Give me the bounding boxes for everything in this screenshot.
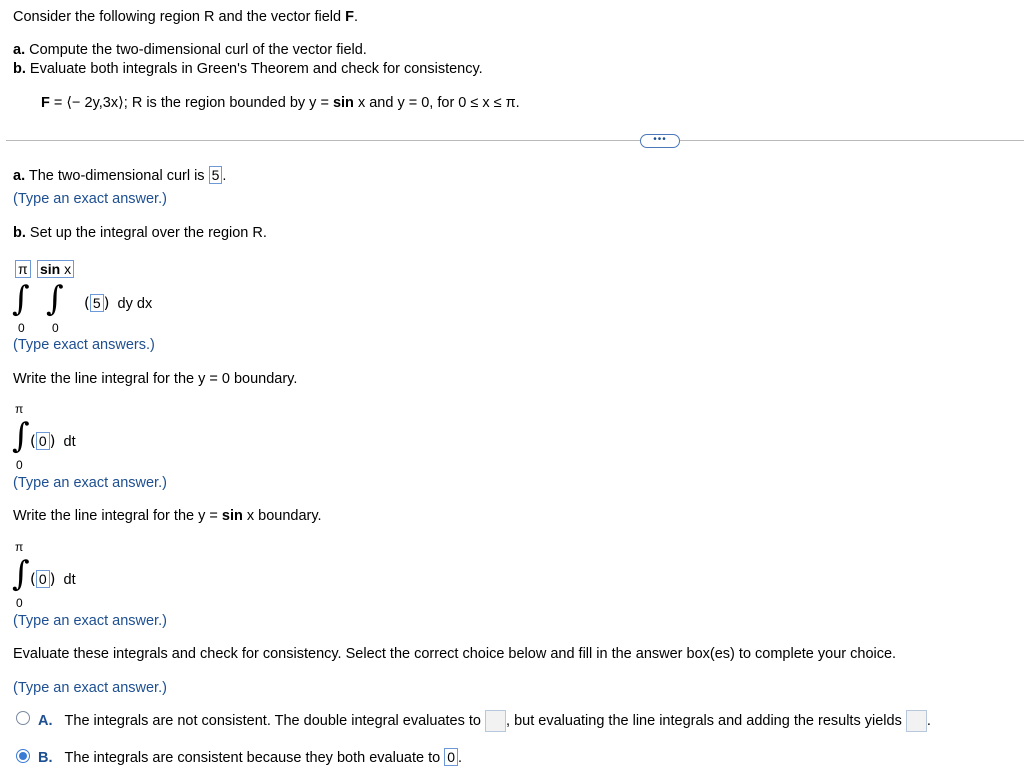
line2-hint: (Type an exact answer.) (13, 613, 167, 629)
line2-integrand: ( 0 ) dt (30, 570, 76, 588)
line2-integrand-box[interactable]: 0 (36, 570, 50, 588)
evaluate-hint: (Type an exact answer.) (13, 680, 167, 696)
inner-lower-limit: 0 (52, 321, 59, 335)
problem-intro: Consider the following region R and the vector field F. (13, 9, 358, 25)
line1-hint: (Type an exact answer.) (13, 475, 167, 491)
curl-answer-box[interactable]: 5 (209, 166, 223, 184)
line-integral-sum-box[interactable] (906, 710, 927, 732)
choice-b-radio[interactable] (16, 749, 30, 763)
outer-upper-limit-box[interactable]: π (15, 260, 31, 278)
line1-integrand-box[interactable]: 0 (36, 432, 50, 450)
line1-integral-sign: ∫ (12, 416, 30, 456)
choice-b[interactable]: B. The integrals are consistent because they both evaluate to 0 . (38, 749, 463, 766)
line1-lower-limit: 0 (16, 458, 23, 472)
answer-b-line: b. Set up the integral over the region R. (13, 225, 267, 241)
answer-b-hint: (Type exact answers.) (13, 337, 155, 353)
line1-integrand: ( 0 ) dt (30, 432, 76, 450)
expand-more-button[interactable]: ••• (640, 134, 680, 148)
inner-upper-limit-box[interactable]: sin x (37, 260, 74, 278)
line2-lower-limit: 0 (16, 596, 23, 610)
line2-integral-sign: ∫ (12, 554, 30, 594)
consistent-value-box[interactable]: 0 (444, 748, 458, 766)
double-integral-value-box[interactable] (485, 710, 506, 732)
line1-prompt: Write the line integral for the y = 0 boundary. (13, 371, 298, 387)
double-integrand: ( 5 ) dy dx (84, 294, 153, 312)
outer-integral-sign: ∫ (12, 279, 30, 319)
answer-a-hint: (Type an exact answer.) (13, 191, 167, 207)
choice-a[interactable]: A. The integrals are not consistent. The double integral evaluates to , but evaluating the line integrals and adding the results yields . (38, 710, 931, 732)
vector-field-definition: F = ⟨− 2y,3x⟩; R is the region bounded by y = sin x and y = 0, for 0 ≤ x ≤ π. (41, 95, 520, 111)
inner-integral-sign: ∫ (46, 279, 64, 319)
outer-lower-limit: 0 (18, 321, 25, 335)
part-b-statement: b. Evaluate both integrals in Green's Theorem and check for consistency. (13, 61, 483, 77)
evaluate-prompt: Evaluate these integrals and check for consistency. Select the correct choice below and fill in the answer box(es) to complete your choice. (13, 646, 897, 662)
line1-upper-limit: π (15, 402, 24, 416)
line2-upper-limit: π (15, 540, 24, 554)
choice-a-radio[interactable] (16, 711, 30, 725)
divider (6, 140, 1024, 141)
answer-a-line: a. The two-dimensional curl is 5 . (13, 167, 227, 184)
part-a-statement: a. Compute the two-dimensional curl of the vector field. (13, 42, 367, 58)
double-integrand-box[interactable]: 5 (90, 294, 104, 312)
line2-prompt: Write the line integral for the y = sin x boundary. (13, 508, 322, 524)
